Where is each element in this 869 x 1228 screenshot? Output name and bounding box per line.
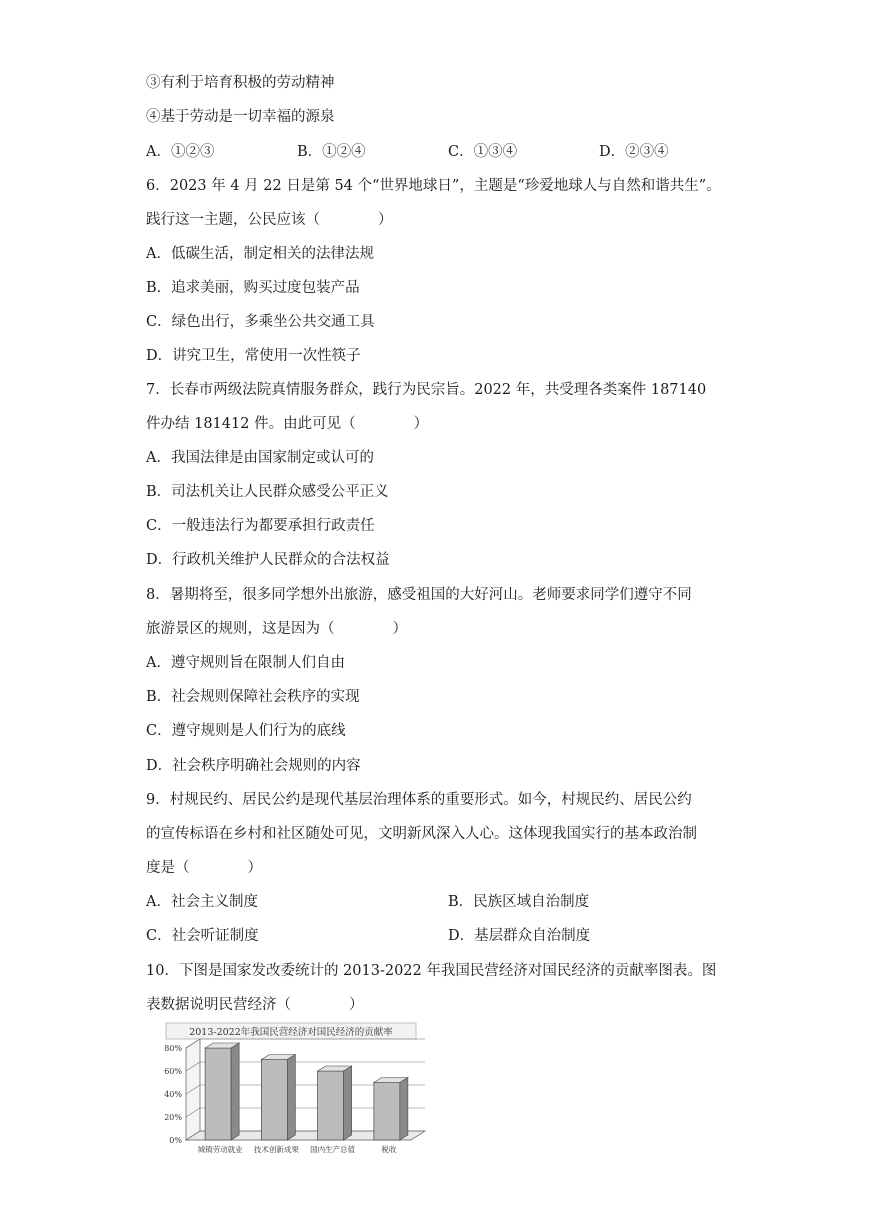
q10-stem-1: 10．下图是国家发改委统计的 2013-2022 年我国民营经济对国民经济的贡献率图表。图 [146, 963, 717, 979]
q5-option-a[interactable]: A．①②③ [146, 144, 215, 160]
bar-side-0 [231, 1043, 239, 1140]
q6-option-d[interactable]: D．讲究卫生，常使用一次性筷子 [146, 348, 361, 364]
x-tick-label: 城镇劳动就业 [197, 1145, 243, 1154]
q9-option-a[interactable]: A．社会主义制度 [146, 894, 258, 910]
q9-stem-2: 的宣传标语在乡村和社区随处可见，文明新风深入人心。这体现我国实行的基本政治制 [146, 826, 697, 842]
q9-option-b[interactable]: B．民族区域自治制度 [448, 894, 590, 910]
q7-option-d[interactable]: D．行政机关维护人民群众的合法权益 [146, 552, 390, 568]
bar-1 [261, 1060, 287, 1141]
bar-chart-svg [146, 1020, 426, 1160]
bar-0 [205, 1048, 231, 1140]
y-tick-label: 40% [164, 1090, 182, 1099]
q8-option-c[interactable]: C．遵守规则是人们行为的底线 [146, 723, 346, 739]
statement-3: ③有利于培育积极的劳动精神 [146, 75, 335, 91]
q6-stem-2: 践行这一主题，公民应该（ ） [146, 212, 393, 228]
q7-stem-1: 7．长春市两级法院真情服务群众，践行为民宗旨。2022 年，共受理各类案件 187140 [146, 382, 707, 398]
q5-option-b[interactable]: B．①②④ [297, 144, 366, 160]
q8-option-a[interactable]: A．遵守规则旨在限制人们自由 [146, 655, 345, 671]
q6-option-c[interactable]: C．绿色出行，多乘坐公共交通工具 [146, 314, 375, 330]
y-tick-label: 0% [169, 1136, 182, 1145]
q7-stem-2: 件办结 181412 件。由此可见（ ） [146, 416, 429, 432]
q8-stem-1: 8．暑期将至，很多同学想外出旅游，感受祖国的大好河山。老师要求同学们遵守不同 [146, 587, 692, 603]
chart-title: 2013-2022年我国民营经济对国民经济的贡献率 [189, 1027, 393, 1038]
bar-2 [318, 1071, 344, 1140]
q8-option-d[interactable]: D．社会秩序明确社会规则的内容 [146, 758, 361, 774]
q9-option-d[interactable]: D．基层群众自治制度 [448, 928, 591, 944]
x-tick-label: 国内生产总值 [310, 1145, 356, 1154]
q6-option-b[interactable]: B．追求美丽，购买过度包装产品 [146, 280, 360, 296]
q9-stem-3: 度是（ ） [146, 860, 262, 876]
q6-option-a[interactable]: A．低碳生活，制定相关的法律法规 [146, 246, 374, 262]
statement-4: ④基于劳动是一切幸福的源泉 [146, 109, 335, 125]
y-tick-label: 20% [164, 1113, 182, 1122]
bar-side-1 [287, 1055, 295, 1141]
bar-side-2 [344, 1066, 352, 1140]
q8-stem-2: 旅游景区的规则，这是因为（ ） [146, 621, 407, 637]
q7-option-a[interactable]: A．我国法律是由国家制定或认可的 [146, 450, 374, 466]
q9-option-c[interactable]: C．社会听证制度 [146, 928, 259, 944]
q6-stem-1: 6．2023 年 4 月 22 日是第 54 个“世界地球日”，主题是“珍爱地球人与自然和谐共生”。 [146, 178, 721, 194]
q7-option-c[interactable]: C．一般违法行为都要承担行政责任 [146, 518, 375, 534]
q8-option-b[interactable]: B．社会规则保障社会秩序的实现 [146, 689, 360, 705]
q10-stem-2: 表数据说明民营经济（ ） [146, 997, 364, 1013]
contribution-chart [146, 1020, 426, 1160]
x-tick-label: 技术创新成果 [253, 1145, 299, 1154]
bar-3 [374, 1083, 400, 1141]
q7-option-b[interactable]: B．司法机关让人民群众感受公平正义 [146, 484, 389, 500]
bar-side-3 [400, 1078, 408, 1141]
q5-option-c[interactable]: C．①③④ [448, 144, 518, 160]
y-tick-label: 60% [164, 1067, 182, 1076]
y-tick-label: 80% [164, 1044, 182, 1053]
x-tick-label: 税收 [381, 1145, 397, 1154]
q9-stem-1: 9．村规民约、居民公约是现代基层治理体系的重要形式。如今，村规民约、居民公约 [146, 792, 692, 808]
q5-option-d[interactable]: D．②③④ [599, 144, 669, 160]
